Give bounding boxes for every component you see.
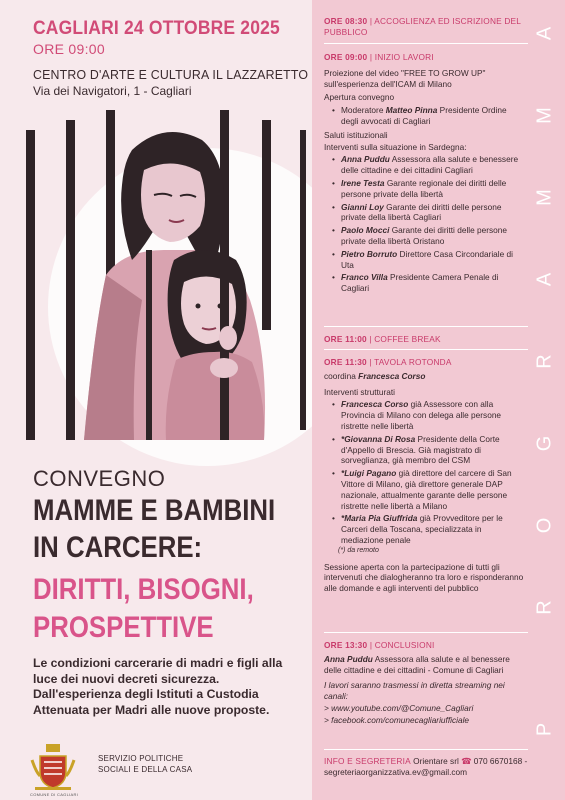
streaming-note: I lavori saranno trasmessi in diretta streaming nei canali: [324,680,505,702]
speaker-item: • Anna Puddu Assessora alla salute e benessere delle cittadine e dei cittadini Cagliari [332,154,524,176]
section-header: ORE 11:30 | TAVOLA ROTONDA [324,357,452,367]
speaker-item: • Francesca Corso già Assessore con alla Provincia di Milano con delega alle persone ristrette nelle libertà [332,399,524,431]
vertical-letter: M [533,189,556,206]
logo-caption: COMUNE DI CAGLIARI [30,792,79,797]
service-line-1: SERVIZIO POLITICHE [98,754,184,763]
program-section-accoglienza [324,16,524,38]
vertical-letter: O [533,517,556,534]
event-kicker: CONVEGNO [33,466,166,491]
section-header: ORE 09:00 | INIZIO LAVORI [324,52,434,62]
program-section-tavola-rotonda [324,357,524,594]
vertical-letter: R [533,600,556,615]
service-name [98,754,192,775]
vertical-letter: R [533,354,556,369]
info-email[interactable]: segreteriaorganizzativa.ev@gmail.com [324,766,468,777]
opening-note: Apertura convegno [324,92,395,103]
section-header: ORE 08:30 | ACCOGLIENZA ED ISCRIZIONE DEL PUBBLICO [324,16,521,37]
vertical-letter: P [533,722,556,737]
speaker-item: • *Giovanna Di Rosa Presidente della Corte d'Appello di Brescia. Già magistrato di sorveglianza, già membro del CSM [332,434,524,466]
title-line-3: DIRITTI, BISOGNI, [33,573,254,606]
divider [324,632,528,633]
info-section [324,756,534,778]
event-time: ORE 09:00 [33,41,105,57]
title-line-4: PROSPETTIVE [33,611,214,644]
title-line-2: IN CARCERE: [33,531,203,564]
speaker-item: • Irene Testa Garante regionale dei diritti delle persone private della libertà [332,178,524,200]
event-date: CAGLIARI 24 OTTOBRE 2025 [33,18,280,39]
event-address: Via dei Navigatori, 1 - Cagliari [33,84,192,98]
phone-icon: ☎ [461,756,472,766]
title-line-1: MAMME E BAMBINI [33,494,276,527]
speaker-item: • Pietro Borruto Direttore Casa Circondariale di Uta [332,249,524,271]
greetings-note: Saluti istituzionali [324,129,388,140]
service-line-2: SOCIALI E DELLA CASA [98,764,193,774]
vertical-letter: A [533,26,556,41]
coordinator-note: coordina Francesca Corso [324,370,426,381]
divider [324,349,528,350]
video-note: Proiezione del video "FREE TO GROW UP" sull'esperienza dell'ICAM di Milano [324,67,486,89]
vertical-letter: A [533,272,556,287]
mother-child-illustration [14,100,312,450]
section-header: ORE 11:00 | COFFEE BREAK [324,334,441,344]
speaker-item: • *Maria Pia Giuffrida già Provveditore per le Carceri della Toscana, specializzata in mediazione penale [332,513,524,545]
vertical-letter: G [533,435,556,452]
youtube-link[interactable]: > www.youtube.com/@Comune_Cagliari [324,702,474,713]
vertical-letter: M [533,107,556,124]
divider [324,326,528,327]
comune-cagliari-logo [30,742,76,792]
speaker-item: • Franco Villa Presidente Camera Penale di Cagliari [332,272,524,294]
structured-note: Interventi strutturati [324,386,396,397]
info-line: INFO E SEGRETERIA Orientare srl ☎ 070 6670168 - [324,756,528,766]
divider [324,43,528,44]
speaker-item: • Gianni Loy Garante dei diritti delle persone private della libertà Cagliari [332,202,524,224]
program-section-coffee-break [324,334,524,345]
program-section-inizio-lavori [324,52,524,294]
event-subtitle: Le condizioni carcerarie di madri e figli alla luce dei nuovi decreti sicurezza. Dall'esperienza degli Istituti a Custodia Attenuata per Madri alle nuove proposte. [33,656,283,717]
section-header: ORE 13:30 | CONCLUSIONI [324,640,435,650]
speaker-item: • *Luigi Pagano già direttore del carcere di San Vittore di Milano, già direttore generale DAP nazionale, attualmente garante delle persone ristrette nelle libertà a Milano [332,468,524,511]
program-section-conclusioni [324,640,524,726]
remote-note: (*) da remoto [338,546,379,554]
programma-vertical-title [530,18,560,758]
facebook-link[interactable]: > facebook.com/comunecagliariufficiale [324,714,470,725]
event-venue: CENTRO D'ARTE E CULTURA IL LAZZARETTO [33,67,309,82]
moderator-item: • Moderatore Matteo Pinna Presidente Ordine degli avvocati di Cagliari [332,105,524,127]
divider [324,749,528,750]
speaker-item: • Paolo Mocci Garante dei diritti delle persone private della libertà Oristano [332,225,524,247]
session-note: Sessione aperta con la partecipazione di tutti gli intervenuti che dialogheranno tra loro e risponderanno alle domande e agli interventi del pubblico [324,561,524,594]
interventions-note: Interventi sulla situazione in Sardegna: [324,141,467,152]
conclusion-speaker: Anna Puddu Assessora alla salute e al benessere delle cittadine e dei cittadini - Comune di Cagliari [324,653,510,675]
